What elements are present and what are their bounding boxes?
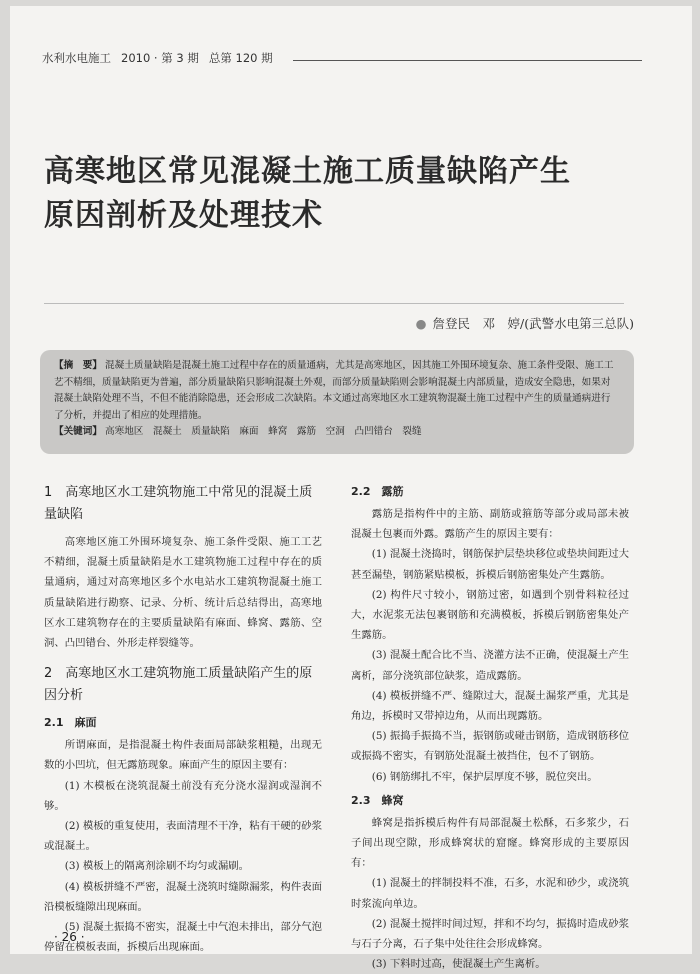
article-title (44, 150, 644, 238)
abstract-box (40, 350, 634, 454)
keywords-text: 高寒地区 混凝土 质量缺陷 麻面 蜂窝 露筋 空洞 凸凹错台 裂缝 (105, 426, 422, 438)
paragraph: (2) 混凝土搅拌时间过短，拌和不均匀，振捣时造成砂浆与石子分离，石子集中处往往会形成蜂窝。 (351, 917, 629, 951)
left-column (44, 478, 322, 957)
abstract-text: 混凝土质量缺陷是混凝土施工过程中存在的质量通病，尤其是高寒地区，因其施工外围环境复杂、施工条件受限、施工工艺不精细，质量缺陷更为普遍，部分质量缺陷只影响混凝土外观，而部分质量缺陷则会影响混凝土内部质量，造成安全隐患，如果对混凝土缺陷处理不当，不但不能消除隐患，还会形成二次缺陷。本文通过高寒地区水工建筑物混凝土施工过程中产生的质量通病进行了分析，并提出了相应的处理措施。 (54, 360, 614, 421)
header-rule (293, 60, 642, 61)
paragraph: 蜂窝是指拆模后构件有局部混凝土松酥，石多浆少，石子间出现空隙，形成蜂窝状的窟窿。蜂窝形成的主要原因有： (351, 816, 629, 870)
bullet-icon: ● (415, 316, 427, 331)
journal-name: 水利水电施工 (42, 51, 111, 65)
paragraph: (4) 模板拼缝不严、缝隙过大，混凝土漏浆严重，尤其是角边，拆模时又带掉边角，从而出现露筋。 (351, 689, 629, 723)
paragraph: (3) 混凝土配合比不当、浇灌方法不正确，使混凝土产生离析，部分浇筑部位缺浆，造成露筋。 (351, 649, 629, 682)
author-line (416, 314, 634, 332)
section-1-heading: 1 高寒地区水工建筑物施工中常见的混凝土质量缺陷 (44, 485, 313, 522)
section-2-1-heading: 2.1 麻面 (44, 716, 97, 730)
paragraph: (3) 下料时过高，使混凝土产生离析。 (371, 958, 546, 971)
paragraph: 露筋是指构件中的主筋、副筋或箍筋等部分或局部未被混凝土包裹而外露。露筋产生的原因主要有： (351, 508, 629, 541)
title-line-2: 原因剖析及处理技术 (44, 198, 323, 233)
paragraph: (6) 钢筋绑扎不牢，保护层厚度不够，脱位突出。 (371, 770, 598, 783)
paragraph: (3) 模板上的隔离剂涂刷不均匀或漏刷。 (64, 860, 250, 873)
section-2-2-heading: 2.2 露筋 (351, 485, 404, 498)
paragraph: (2) 模板的重复使用，表面清理不干净，粘有干硬的砂浆或混凝土。 (44, 820, 322, 853)
abstract-label: 【摘 要】 (54, 360, 102, 371)
paragraph: (4) 模板拼缝不严密，混凝土浇筑时缝隙漏浆，构件表面沿模板缝隙出现麻面。 (44, 880, 322, 913)
keywords-label: 【关键词】 (54, 426, 102, 438)
section-2-heading: 2 高寒地区水工建筑物施工质量缺陷产生的原因分析 (44, 666, 313, 704)
authors-text: 詹登民 邓 婷/(武警水电第三总队) (432, 316, 634, 331)
paragraph: (5) 混凝土振捣不密实，混凝土中气泡未排出，部分气泡停留在模板表面，拆模后出现麻面。 (44, 921, 322, 954)
total-issue: 总第 120 期 (208, 51, 273, 65)
right-column (351, 478, 629, 974)
author-divider (44, 303, 624, 304)
paragraph: (1) 混凝土浇捣时，钢筋保护层垫块移位或垫块间距过大甚至漏垫，钢筋紧贴模板，拆模后钢筋密集处产生露筋。 (351, 548, 629, 581)
paragraph: (5) 振捣手振捣不当，振钢筋或碰击钢筋，造成钢筋移位或振捣不密实，有钢筋处混凝土被挡住，包不了钢筋。 (351, 730, 629, 763)
paragraph: 所谓麻面，是指混凝土构件表面局部缺浆粗糙，出现无数的小凹坑，但无露筋现象。麻面产生的原因主要有： (44, 739, 322, 772)
paragraph: (1) 木模板在浇筑混凝土前没有充分浇水湿润或湿润不够。 (44, 779, 322, 812)
section-1-paragraph: 高寒地区施工外围环境复杂、施工条件受限、施工工艺不精细，混凝土质量缺陷是水工建筑物施工过程中存在的质量通病，通过对高寒地区多个水电站水工建筑物混凝土施工质量缺陷进行勘察、记录、分析、统计后总结得出，高寒地区水工建筑物存在的主要质量缺陷有麻面、蜂窝、露筋、空洞、凸凹错台、外形走样裂缝等。 (44, 536, 322, 650)
section-2-3-heading: 2.3 蜂窝 (351, 793, 404, 807)
paragraph: (1) 混凝土的拌制投料不准，石多，水泥和砂少，或浇筑时浆流向单边。 (351, 877, 629, 910)
page-number: · 26 · (54, 930, 85, 944)
title-line-1: 高寒地区常见混凝土施工质量缺陷产生 (44, 154, 571, 189)
running-header (42, 48, 642, 68)
issue-number: 2010 · 第 3 期 (121, 51, 199, 65)
paragraph: (2) 构件尺寸较小，钢筋过密，如遇到个别骨料粒径过大，水泥浆无法包裹钢筋和充满模板，拆模后钢筋密集处产生露筋。 (351, 588, 629, 642)
